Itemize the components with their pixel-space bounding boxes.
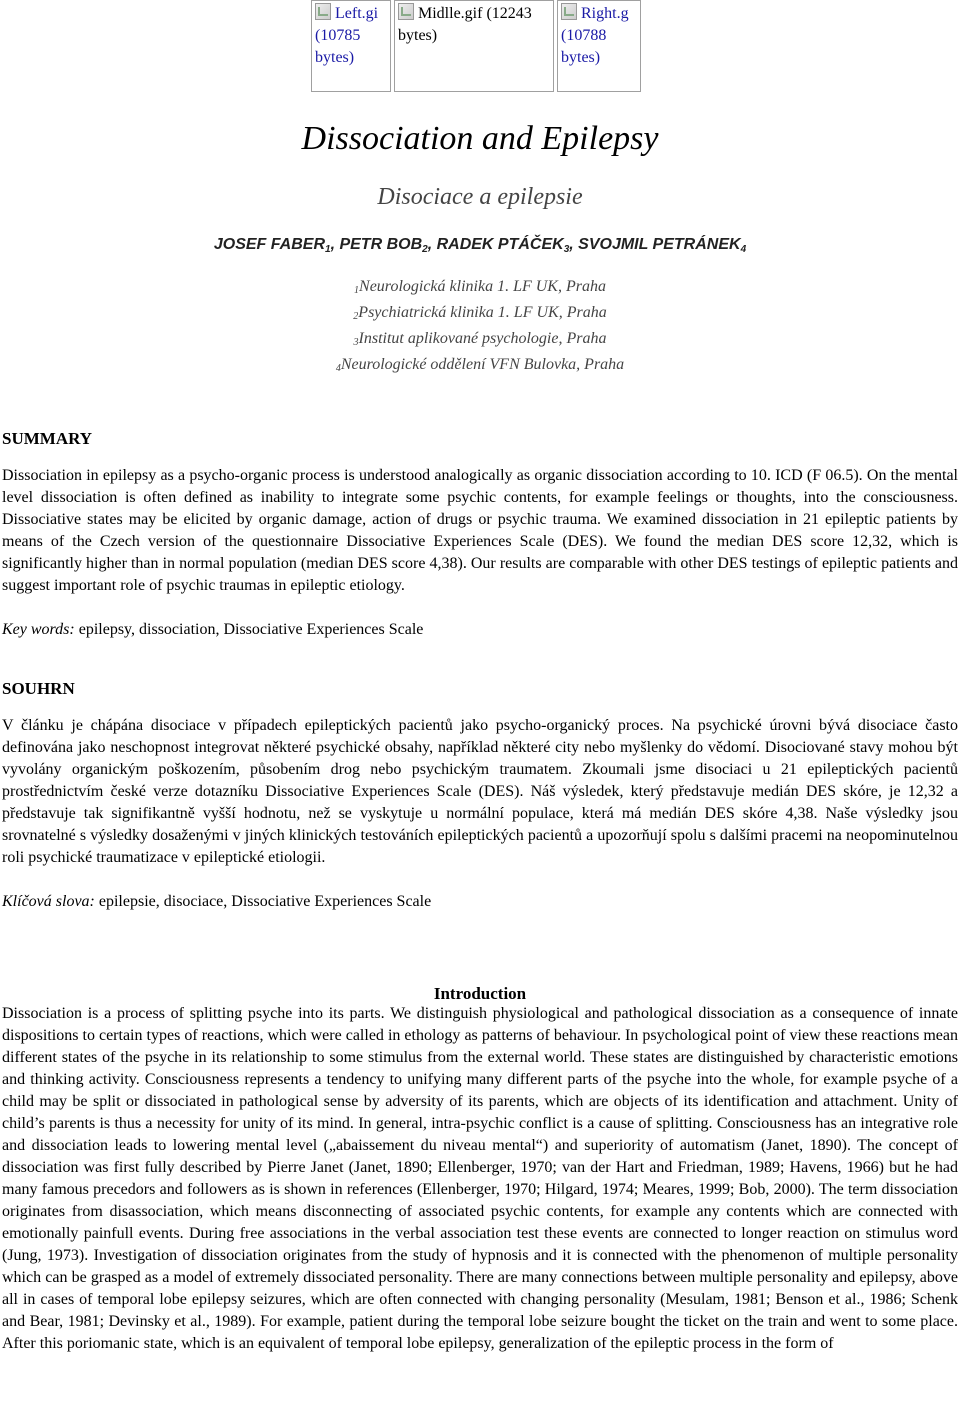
- broken-image-icon: [561, 3, 577, 20]
- affiliation-item: $_3$Institut aplikované psychologie, Praha: [353, 330, 607, 348]
- author-name: PETR BOB: [339, 236, 423, 253]
- summary-text: Dissociation in epilepsy as a psycho-organic process is understood analogically as organic dissociation according to 10. ICD (F 06.5). On the mental level dissociation is often defined as inability to integrate some psychic contents, for example feelings or thoughts, into the consciousness. Dissociative states may be elicited by organic damage, action of drugs or psychic trauma. We examined dissociation in 21 epileptic patients by means of the Czech version of the questionnaire Dissociative Experiences Scale (DES). We found the median DES score 12,32, which is significantly higher than in normal population (median DES score 4,38). Our results are comparable with other DES testings of epileptic patients and suggest important role of psychic traumas in epileptic etiology.: [2, 467, 958, 594]
- broken-image-icon: [315, 3, 331, 20]
- souhrn-heading: SOUHRN: [2, 679, 75, 698]
- author-affil-num: 4: [740, 244, 747, 255]
- introduction-text: Dissociation is a process of splitting psyche into its parts. We distinguish physiological and pathological dissociation as a consequence of innate dispositions to certain types of reactions, which were called in ethology as patterns of behaviour. In psychological point of view these reactions mean different states of the psyche in its relationship to some stimulus from the external world. These states are distinguished by characteristic emotions and thinking activity. Consciousness represents a tendency to unifying many different parts of the psyche into the whole, for example psyche of a child may be split or dissociated in pathological sense by adversity of its parents, which are objects of its identification and attachment. Unity of child’s parents is thus a necessity for unity of its mind. In general, intra-psychic conflict is a cause of splitting. Consciousness has an integrative role and dissociation leads to lowering mental level („abaissement du niveau mental“) and superiority of automatism (Janet, 1890). The concept of dissociation was first fully described by Pierre Janet (Janet, 1890; Ellenberger, 1970; van der Hart and Friedman, 1989; Havens, 1966) but he had many famous precedors and followers as is shown in references (Ellenberger, 1970; Hilgard, 1974; Meares, 1999; Bob, 2000). The term dissociation originates from disassociation, which means disconnecting of associated psychic contents, for example any contents which are connected with emotionally painfull events. During free associations in the verbal association test these events are connected to longer reaction on stimulus word (Jung, 1973). Investigation of dissociation originates from the study of hypnosis and it is connected with the phenomenon of multiple personality which can be grasped as a model of extremely dissociated personality. There are many connections between multiple personality and epilepsy, above all in cases of temporal lobe epilepsy seizures, which are often connected with changing personality (Mesulam, 1981; Benson et al., 1986; Schenk and Bear, 1981; Devinsky et al., 1989). For example, patient during the temporal lobe seizure bought the ticket on the train and went to some place. After this poriomanic state, which is an equivalent of temporal lobe epilepsy, generalization of the epileptic process in the form of: [2, 1005, 958, 1352]
- affiliation-item: $_4$Neurologické oddělení VFN Bulovka, Praha: [335, 356, 625, 374]
- header-images: [311, 0, 644, 92]
- middle-image-alt: Midlle.gif (12243 bytes): [398, 5, 532, 44]
- keywords-text: epilepsie, disociace, Dissociative Experiences Scale: [94, 893, 432, 910]
- souhrn-text: V článku je chápána disociace v případech epileptických pacientů jako psycho-organický proces. Na psychické úrovni bývá disociace často definována jako neschopnost integrovat některé psychické obsahy, například některé city nebo myšlenky do vědomí. Disociované stavy mohou být vyvolány organickým poškozením, působením drog nebo psychickým traumatem. Zkoumali jsme disociaci u 21 epileptických pacientů prostřednictvím české verze dotazníku Dissociative Experiences Scale (DES). Náš výsledek, který představuje medián DES skóre, je 12,32 a představuje tak signifikantně vyšší hodnotu, než se vyskytuje u normální populace, která má medián DES skóre 4,38. Naše výsledky jsou srovnatelné s výsledky dosaženými v jiných klinických testováních epileptických pacientů a upozorňují spolu s dalšími pracemi na neopominutelnou roli psychické traumatizace v epileptické etiologii.: [2, 717, 958, 866]
- broken-image-icon: [398, 3, 414, 20]
- affiliation-list: [0, 276, 960, 380]
- article-subtitle: Disociace a epilepsie: [377, 184, 583, 210]
- middle-image-placeholder: [394, 0, 554, 92]
- affiliation-item: $_2$Psychiatrická klinika 1. LF UK, Praha: [353, 304, 607, 322]
- right-image-placeholder[interactable]: [557, 0, 641, 92]
- author-name: SVOJMIL PETRÁNEK: [578, 236, 741, 253]
- left-image-alt: Left.gi (10785 bytes): [315, 5, 379, 66]
- affiliation-item: $_1$Neurologická klinika 1. LF UK, Praha: [354, 278, 606, 296]
- author-name: JOSEF FABER: [213, 236, 325, 253]
- introduction-heading: Introduction: [433, 984, 527, 1003]
- author-name: RADEK PTÁČEK: [436, 236, 564, 253]
- keywords-label: Key words:: [2, 621, 75, 638]
- author-affil-num: 2: [422, 244, 428, 255]
- author-affil-num: 1: [325, 244, 331, 255]
- summary-keywords: [2, 621, 423, 639]
- souhrn-keywords: [2, 893, 431, 911]
- article-title: Dissociation and Epilepsy: [301, 120, 659, 157]
- author-list: JOSEF $FABER_1$, PETR $BOB_2$, RADEK $PTÁČEK_3$, SVOJMIL $PETRÁNEK_4$: [213, 236, 747, 255]
- keywords-label: Klíčová slova:: [2, 893, 95, 910]
- right-image-alt: Right.g (10788 bytes): [561, 5, 629, 66]
- keywords-text: epilepsy, dissociation, Dissociative Experiences Scale: [74, 621, 424, 638]
- author-affil-num: 3: [563, 244, 570, 255]
- left-image-placeholder[interactable]: [311, 0, 391, 92]
- summary-heading: SUMMARY: [2, 429, 93, 448]
